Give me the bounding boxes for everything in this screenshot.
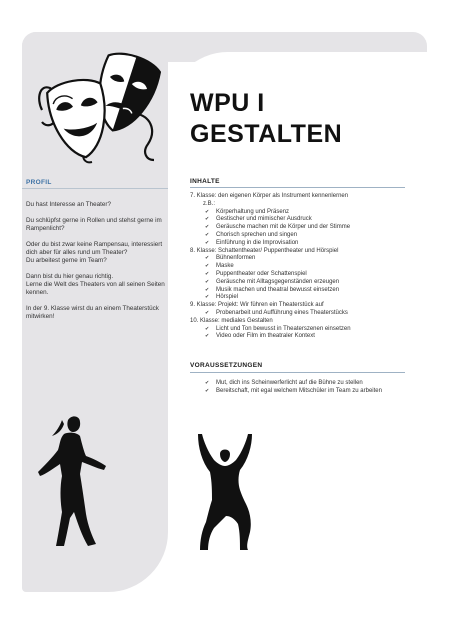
- klasse-10-label: 10. Klasse: mediales Gestalten: [190, 317, 273, 324]
- profil-paragraph: Du hast Interesse an Theater?: [26, 201, 111, 208]
- list-item: ✔ Geräusche machen mit de Körper und der Stimme: [190, 224, 415, 232]
- list-item: ✔ Mut, dich ins Scheinwerferlicht auf die Bühne zu stellen: [190, 380, 415, 388]
- list-item: ✔ Gestischer und mimischer Ausdruck: [190, 216, 415, 224]
- list-item: ✔ Puppentheater oder Schattenspiel: [190, 271, 415, 279]
- dancer-silhouette-icon: [34, 414, 112, 548]
- list-item: ✔ Licht und Ton bewusst in Theaterszenen einsetzen: [190, 326, 415, 334]
- profil-divider: [22, 188, 168, 189]
- inhalte-divider: [190, 187, 405, 188]
- voraussetzungen-divider: [190, 372, 405, 373]
- list-item: ✔ Bereitschaft, mit egal welchem Mitschüler im Team zu arbeiten: [190, 388, 415, 396]
- klasse-9-label: 9. Klasse: Projekt: Wir führen ein Theaterstück auf: [190, 302, 324, 309]
- profil-paragraph: Du schlüpfst gerne in Rollen und stehst gerne im Rampenlicht?: [26, 217, 162, 232]
- list-item: ✔ Probenarbeit und Aufführung eines Theaterstücks: [190, 310, 415, 318]
- inhalte-heading: INHALTE: [190, 178, 220, 185]
- klasse-7-sub: z.B.:: [203, 200, 216, 207]
- list-item: ✔ Maske: [190, 263, 415, 271]
- klasse-7-label: 7. Klasse: den eigenen Körper als Instrument kennenlernen: [190, 193, 349, 199]
- list-item: ✔ Musik machen und theatral bewusst einsetzen: [190, 287, 415, 295]
- list-item: ✔ Hörspiel: [190, 294, 415, 302]
- title-line-1: WPU I: [190, 89, 265, 117]
- profil-paragraph: Dann bist du hier genau richtig. Lerne die Welt des Theaters von all seinen Seiten kennen.: [26, 273, 165, 296]
- list-item: ✔ Chorisch sprechen und singen: [190, 232, 415, 240]
- page-title: [190, 88, 342, 150]
- title-line-2: GESTALTEN: [190, 120, 343, 148]
- profil-paragraph: Oder du bist zwar keine Rampensau, interessiert dich aber für alles rund um Theater? Du arbeitest gerne im Team?: [26, 241, 163, 264]
- klasse-8-label: 8. Klasse: Schattentheater/ Puppentheater und Hörspiel: [190, 247, 339, 254]
- jumping-man-silhouette-icon: [190, 432, 260, 552]
- theater-masks-icon: [34, 48, 164, 168]
- list-item: ✔ Video oder Film im theatraler Kontext: [190, 333, 415, 341]
- list-item: ✔ Geräusche mit Alltagsgegenständen erzeugen: [190, 279, 415, 287]
- profil-paragraph: In der 9. Klasse wirst du an einem Theaterstück mitwirken!: [26, 305, 159, 320]
- list-item: ✔ Körperhaltung und Präsenz: [190, 209, 415, 217]
- inhalte-list: [190, 193, 415, 341]
- list-item: ✔ Einführung in die Improvisation: [190, 240, 415, 248]
- voraussetzungen-heading: VORAUSSETZUNGEN: [190, 362, 263, 369]
- profil-text: [26, 201, 166, 329]
- profil-heading: PROFIL: [26, 179, 52, 186]
- voraussetzungen-list: [190, 380, 415, 396]
- list-item: ✔ Bühnenformen: [190, 255, 415, 263]
